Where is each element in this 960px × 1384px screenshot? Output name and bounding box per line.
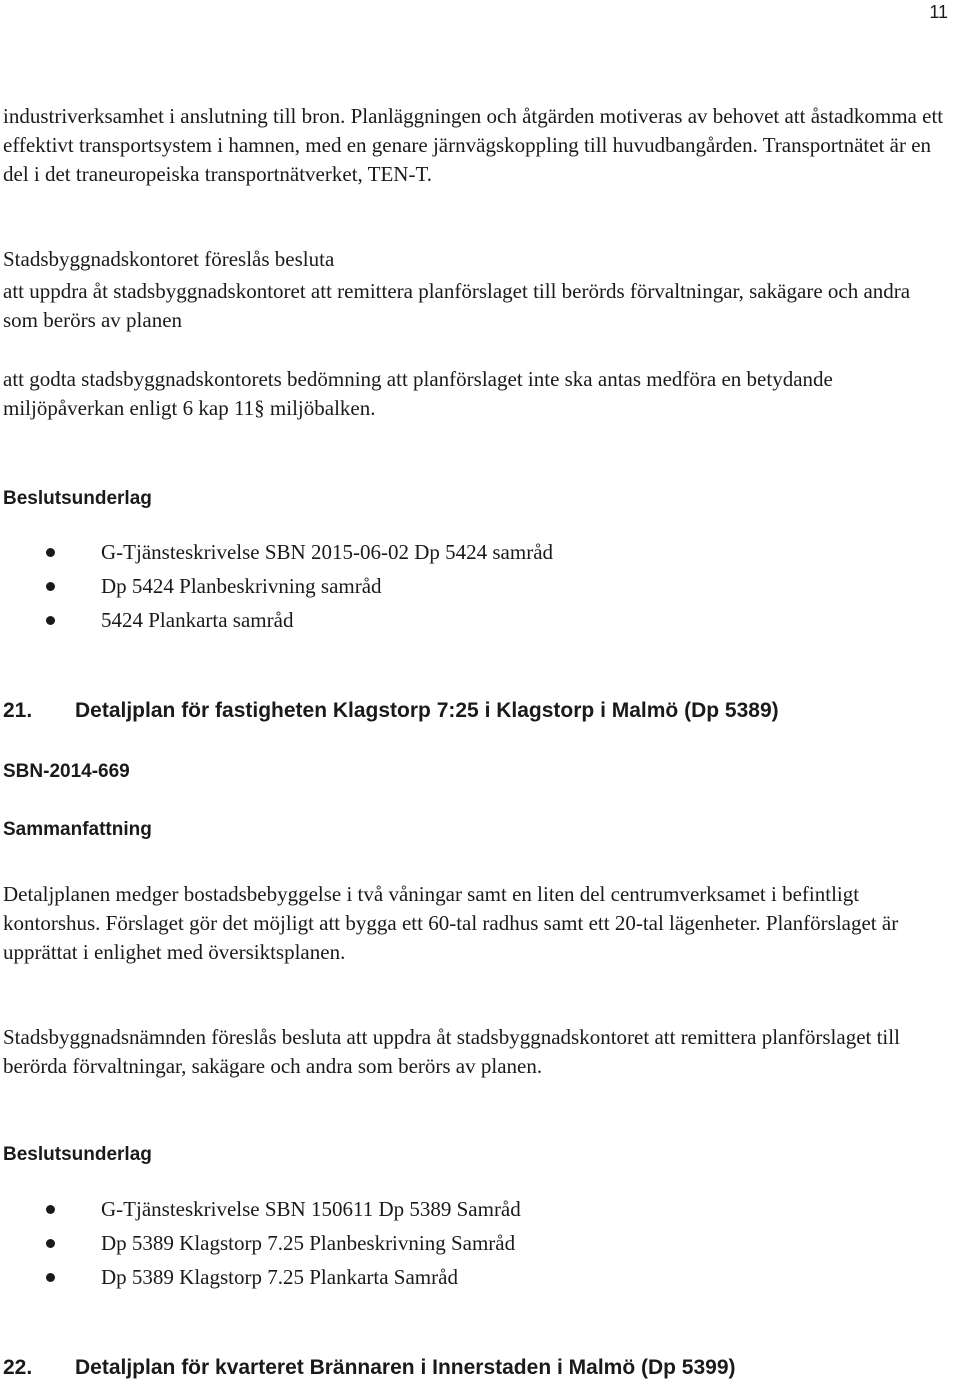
list-item-label: Dp 5424 Planbeskrivning samråd: [101, 574, 382, 598]
summary-heading: Sammanfattning: [3, 819, 152, 840]
bullet-icon: [46, 548, 55, 557]
list-item-label: Dp 5389 Klagstorp 7.25 Plankarta Samråd: [101, 1265, 458, 1289]
section-number: 21.: [3, 699, 33, 722]
section-21-heading: [3, 697, 944, 725]
beslutsunderlag-heading: Beslutsunderlag: [3, 1144, 152, 1165]
summary-paragraph: Detaljplanen medger bostadsbebyggelse i två våningar samt en liten del centrumverksamet i befintligt kontorshus. Förslaget gör det möjligt att bygga ett 60-tal radhus samt ett 20-tal lägenheter. Planförslaget är upprättat i enlighet med översiktsplanen.: [3, 882, 899, 964]
proposal-title: Stadsbyggnadskontoret föreslås besluta: [3, 247, 335, 271]
list-item: [3, 572, 944, 606]
proposal-decision-a: att uppdra åt stadsbyggnadskontoret att remittera planförslaget till berörds förvaltningar, sakägare och andra som berörs av planen: [3, 279, 911, 332]
section-title: Detaljplan för kvarteret Brännaren i Innerstaden i Malmö (Dp 5399): [75, 1356, 736, 1379]
bullet-icon: [46, 582, 55, 591]
proposal-decision-b: att godta stadsbyggnadskontorets bedömning att planförslaget inte ska antas medföra en betydande miljöpåverkan enligt 6 kap 11§ miljöbalken.: [3, 367, 833, 420]
list-item: [3, 538, 944, 572]
section-number: 22.: [3, 1356, 33, 1379]
list-item: [3, 606, 944, 640]
proposal-paragraph: Stadsbyggnadsnämnden föreslås besluta att uppdra åt stadsbyggnadskontoret att remittera planförslaget till berörda förvaltningar, sakägare och andra som berörs av planen.: [3, 1025, 900, 1078]
section-22-heading: [3, 1354, 944, 1382]
page-number: 11: [929, 2, 948, 22]
list-item: [3, 1195, 944, 1229]
bullet-icon: [46, 1205, 55, 1214]
bullet-icon: [46, 1273, 55, 1282]
list-item-label: G-Tjänsteskrivelse SBN 2015-06-02 Dp 5424 samråd: [101, 540, 554, 564]
intro-paragraph: industriverksamhet i anslutning till bron. Planläggningen och åtgärden motiveras av behovet att åstadkomma ett effektivt transportsystem i hamnen, med en genare järnvägskoppling till huvudbangården. Transportnätet är en del i det traneuropeiska transportnätverket, TEN-T.: [3, 104, 944, 186]
list-item: [3, 1263, 944, 1297]
bullet-icon: [46, 616, 55, 625]
list-item-label: G-Tjänsteskrivelse SBN 150611 Dp 5389 Samråd: [101, 1197, 521, 1221]
list-item-label: Dp 5389 Klagstorp 7.25 Planbeskrivning Samråd: [101, 1231, 516, 1255]
beslutsunderlag-heading: Beslutsunderlag: [3, 488, 152, 509]
bullet-icon: [46, 1239, 55, 1248]
case-number: SBN-2014-669: [3, 761, 130, 782]
section-title: Detaljplan för fastigheten Klagstorp 7:25 i Klagstorp i Malmö (Dp 5389): [75, 699, 779, 722]
list-item: [3, 1229, 944, 1263]
list-item-label: 5424 Plankarta samråd: [101, 608, 294, 632]
beslutsunderlag-list: [3, 1195, 944, 1297]
beslutsunderlag-list: [3, 538, 944, 640]
